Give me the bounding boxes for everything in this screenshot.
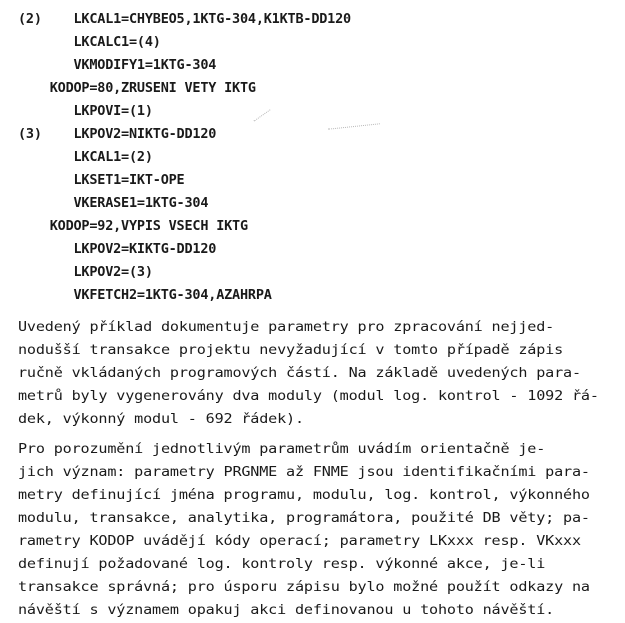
code-line: LKCAL1=(2) — [18, 149, 153, 165]
code-line: (2) LKCAL1=CHYBEO5,1KTG-304,K1KTB-DD120 — [18, 11, 351, 27]
code-line: (3) LKPOV2=NIKTG-DD120 — [18, 126, 217, 142]
text-line: metry definující jména programu, modulu, log. kontrol, výkonného — [18, 487, 590, 503]
code-line: VKERASE1=1KTG-304 — [18, 195, 209, 211]
text-line: ručně vkládaných programových částí. Na základě uvedených para- — [18, 365, 581, 381]
pencil-mark — [254, 109, 271, 121]
code-line: LKPOV2=KIKTG-DD120 — [18, 241, 217, 257]
text-line: Uvedený příklad dokumentuje parametry pro zpracování nejjed- — [18, 319, 555, 335]
text-line: modulu, transakce, analytika, programátora, použité DB věty; pa- — [18, 510, 590, 526]
code-line: KODOP=80,ZRUSENI VETY IKTG — [18, 80, 256, 96]
code-line: LKCALC1=(4) — [18, 34, 161, 50]
code-line: VKFETCH2=1KTG-304,AZAHRPA — [18, 287, 272, 303]
text-line: metrů byly vygenerovány dva moduly (modul log. kontrol - 1092 řá- — [18, 388, 599, 404]
code-line: LKSET1=IKT-OPE — [18, 172, 185, 188]
text-line: Pro porozumění jednotlivým parametrům uvádím orientačně je- — [18, 441, 546, 457]
code-line: LKPOVI=(1) — [18, 103, 153, 119]
text-line: rametry KODOP uvádějí kódy operací; parametry LKxxx resp. VKxxx — [18, 533, 581, 549]
text-line: nodušší transakce projektu nevyžadující v tomto případě zápis — [18, 342, 564, 358]
text-line: transakce správná; pro úsporu zápisu bylo možné použít odkazy na — [18, 579, 590, 595]
code-line: VKMODIFY1=1KTG-304 — [18, 57, 217, 73]
pencil-mark — [328, 123, 380, 129]
code-line: KODOP=92,VYPIS VSECH IKTG — [18, 218, 248, 234]
text-line: dek, výkonný modul - 692 řádek). — [18, 411, 304, 427]
text-line: jich význam: parametry PRGNME až FNME jsou identifikačními para- — [18, 464, 590, 480]
text-line: návěští s významem opakuj akci definovanou u tohoto návěští. — [18, 602, 555, 618]
code-line: LKPOV2=(3) — [18, 264, 153, 280]
text-line: definují požadované log. kontroly resp. výkonné akce, je-li — [18, 556, 546, 572]
